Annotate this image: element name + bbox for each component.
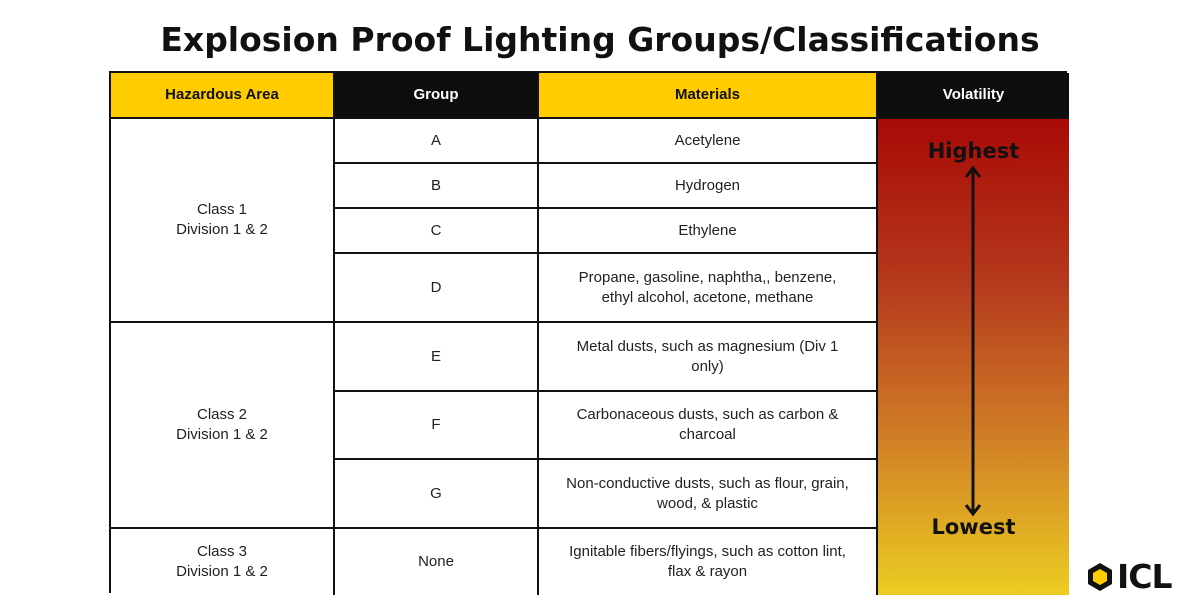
icl-logo-text: ICL xyxy=(1117,557,1172,596)
materials-cell-b: Hydrogen xyxy=(539,164,878,209)
materials-cell-c: Ethylene xyxy=(539,209,878,254)
page-title: Explosion Proof Lighting Groups/Classifications xyxy=(160,20,1040,59)
volatility-highest-label: Highest xyxy=(927,139,1020,163)
materials-cell-f: Carbonaceous dusts, such as carbon & charcoal xyxy=(539,392,878,460)
materials-cell-g: Non-conductive dusts, such as flour, grain, wood, & plastic xyxy=(539,460,878,529)
group-cell-f: F xyxy=(335,392,539,460)
header-volatility: Volatility xyxy=(878,73,1069,119)
icl-hexagon-logo-icon xyxy=(1086,562,1114,592)
header-group: Group xyxy=(335,73,539,119)
volatility-gradient xyxy=(878,119,1069,595)
group-cell-e: E xyxy=(335,323,539,392)
group-cell-c: C xyxy=(335,209,539,254)
materials-cell-d: Propane, gasoline, naphtha,, benzene, ethyl alcohol, acetone, methane xyxy=(539,254,878,323)
group-cell-d: D xyxy=(335,254,539,323)
class-2-cell: Class 2 Division 1 & 2 xyxy=(111,323,335,529)
group-cell-g: G xyxy=(335,460,539,529)
icl-logo xyxy=(1086,557,1196,596)
group-cell-none: None xyxy=(335,529,539,595)
header-hazardous-area: Hazardous Area xyxy=(111,73,335,119)
classification-table xyxy=(109,71,1067,593)
materials-cell-a: Acetylene xyxy=(539,119,878,164)
group-cell-b: B xyxy=(335,164,539,209)
materials-cell-e: Metal dusts, such as magnesium (Div 1 only) xyxy=(539,323,878,392)
class-3-cell: Class 3 Division 1 & 2 xyxy=(111,529,335,595)
volatility-double-arrow-icon xyxy=(963,165,983,517)
group-cell-a: A xyxy=(335,119,539,164)
header-materials: Materials xyxy=(539,73,878,119)
volatility-lowest-label: Lowest xyxy=(931,515,1016,539)
class-1-cell: Class 1 Division 1 & 2 xyxy=(111,119,335,323)
materials-cell-none: Ignitable fibers/flyings, such as cotton lint, flax & rayon xyxy=(539,529,878,595)
